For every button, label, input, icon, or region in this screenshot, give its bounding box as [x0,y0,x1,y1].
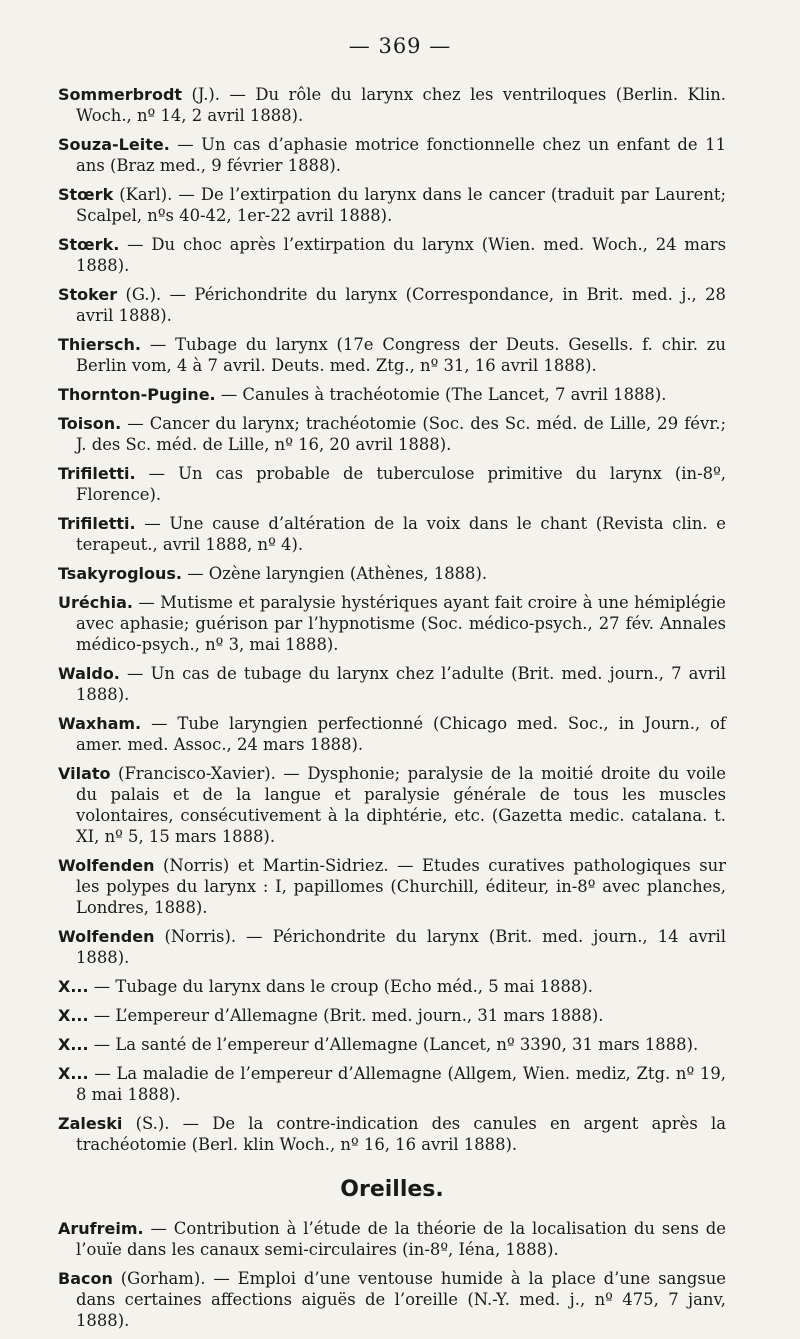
entry-text: (S.). — De la contre-indication des canules en argent après la trachéotomie (Berl. klin Woch., nº 16, 16 avril 1888). [76,1114,726,1154]
entry-text: — Tubage du larynx dans le croup (Echo méd., 5 mai 1888). [88,977,593,996]
bibliography-entry [58,284,726,326]
bibliography-entry [58,1063,726,1105]
entry-text: — Du choc après l’extirpation du larynx (Wien. med. Woch., 24 mars 1888). [76,235,726,275]
section-title: Oreilles. [340,1177,444,1202]
entry-author: Stœrk. [58,235,120,254]
bibliography-entry [58,513,726,555]
bibliography-entry [58,84,726,126]
entry-author: Tsakyroglous. [58,564,182,583]
entry-text: — La santé de l’empereur d’Allemagne (Lancet, nº 3390, 31 mars 1888). [88,1035,699,1054]
entry-text: (G.). — Périchondrite du larynx (Correspondance, in Brit. med. j., 28 avril 1888). [76,285,726,325]
entry-author: Thornton-Pugine. [58,385,216,404]
bibliography-entry [58,663,726,705]
entry-text: (Norris). — Périchondrite du larynx (Brit. med. journ., 14 avril 1888). [76,927,726,967]
entry-author: Wolfenden [58,927,155,946]
bibliography-entry [58,926,726,968]
bibliography-entry [58,1113,726,1155]
entry-text: (Francisco-Xavier). — Dysphonie; paralysie de la moitié droite du voile du palais et de la langue et paralysie générale de tous les muscles volontaires, consécutivement à la diphtérie, etc. (Gazetta medic. catalana. t. XI, nº 5, 15 mars 1888). [76,764,726,846]
entry-text: (Gorham). — Emploi d’une ventouse humide à la place d’une sangsue dans certaines affections aiguës de l’oreille (N.-Y. med. j., nº 475, 7 janv, 1888). [76,1269,726,1330]
entry-text: — Un cas de tubage du larynx chez l’adulte (Brit. med. journ., 7 avril 1888). [76,664,726,704]
entry-author: Bacon [58,1269,113,1288]
entry-text: — Une cause d’altération de la voix dans le chant (Revista clin. e terapeut., avril 1888, nº 4). [76,514,726,554]
entry-author: Souza-Leite. [58,135,170,154]
entry-text: — La maladie de l’empereur d’Allemagne (Allgem, Wien. mediz, Ztg. nº 19, 8 mai 1888). [76,1064,726,1104]
entry-author: Waxham. [58,714,142,733]
bibliography-entry [58,384,726,405]
entry-text: (Karl). — De l’extirpation du larynx dans le cancer (traduit par Laurent; Scalpel, nºs 40-42, 1er-22 avril 1888). [76,185,726,225]
bibliography-entry [58,763,726,847]
entry-text: (Norris) et Martin-Sidriez. — Etudes curatives pathologiques sur les polypes du larynx : I, papillomes (Churchill, éditeur, in-8º avec planches, Londres, 1888). [76,856,726,917]
bibliography-entry [58,855,726,918]
entry-author: X... [58,977,89,996]
entry-author: X... [58,1064,89,1083]
bibliography-entry [58,463,726,505]
bibliography-entry [58,592,726,655]
entry-text: — Mutisme et paralysie hystériques ayant fait croire à une hémiplégie avec aphasie; guérison par l’hypnotisme (Soc. médico-psych., 27 fév. Annales médico-psych., nº 3, mai 1888). [76,593,726,654]
entry-author: Vilato [58,764,111,783]
bibliography-entry [58,234,726,276]
entry-text: — Un cas probable de tuberculose primitive du larynx (in-8º, Florence). [76,464,726,504]
entry-text: — Tubage du larynx (17e Congress der Deuts. Gesells. f. chir. zu Berlin vom, 4 à 7 avril. Deuts. med. Ztg., nº 31, 16 avril 1888). [76,335,726,375]
bibliography-list [58,84,726,1339]
entry-text: — L’empereur d’Allemagne (Brit. med. journ., 31 mars 1888). [88,1006,604,1025]
bibliography-entry [58,713,726,755]
entry-author: Zaleski [58,1114,123,1133]
entry-author: Arufreim. [58,1219,144,1238]
bibliography-entry [58,134,726,176]
bibliography-entry [58,334,726,376]
entry-text: (J.). — Du rôle du larynx chez les ventriloques (Berlin. Klin. Woch., nº 14, 2 avril 1888). [76,85,726,125]
entry-author: Uréchia. [58,593,133,612]
entry-author: Waldo. [58,664,120,683]
bibliography-entry [58,1268,726,1331]
bibliography-entry [58,1034,726,1055]
bibliography-entry [58,563,726,584]
entry-text: — Contribution à l’étude de la théorie de la localisation du sens de l’ouïe dans les canaux semi-circulaires (in-8º, Iéna, 1888). [76,1219,726,1259]
bibliography-entry [58,184,726,226]
entry-author: X... [58,1035,89,1054]
entry-text: — Canules à trachéotomie (The Lancet, 7 avril 1888). [215,385,667,404]
page-number: — 369 — [348,34,452,58]
entry-text: — Un cas d’aphasie motrice fonctionnelle chez un enfant de 11 ans (Braz med., 9 février 1888). [76,135,726,175]
entry-author: X... [58,1006,89,1025]
entry-text: — Tube laryngien perfectionné (Chicago med. Soc., in Journ., of amer. med. Assoc., 24 mars 1888). [76,714,726,754]
entry-text: — Cancer du larynx; trachéotomie (Soc. des Sc. méd. de Lille, 29 févr.; J. des Sc. méd. de Lille, nº 16, 20 avril 1888). [76,414,726,454]
entry-text: — Ozène laryngien (Athènes, 1888). [181,564,488,583]
entry-author: Thiersch. [58,335,142,354]
entry-author: Toison. [58,414,122,433]
entry-author: Sommerbrodt [58,85,183,104]
bibliography-entry [58,976,726,997]
bibliography-entry [58,1005,726,1026]
entry-author: Trifiletti. [58,514,136,533]
entry-author: Trifiletti. [58,464,136,483]
bibliography-entry [58,1218,726,1260]
bibliography-entry [58,413,726,455]
entry-author: Stoker [58,285,118,304]
entry-author: Stœrk [58,185,114,204]
entry-author: Wolfenden [58,856,155,875]
